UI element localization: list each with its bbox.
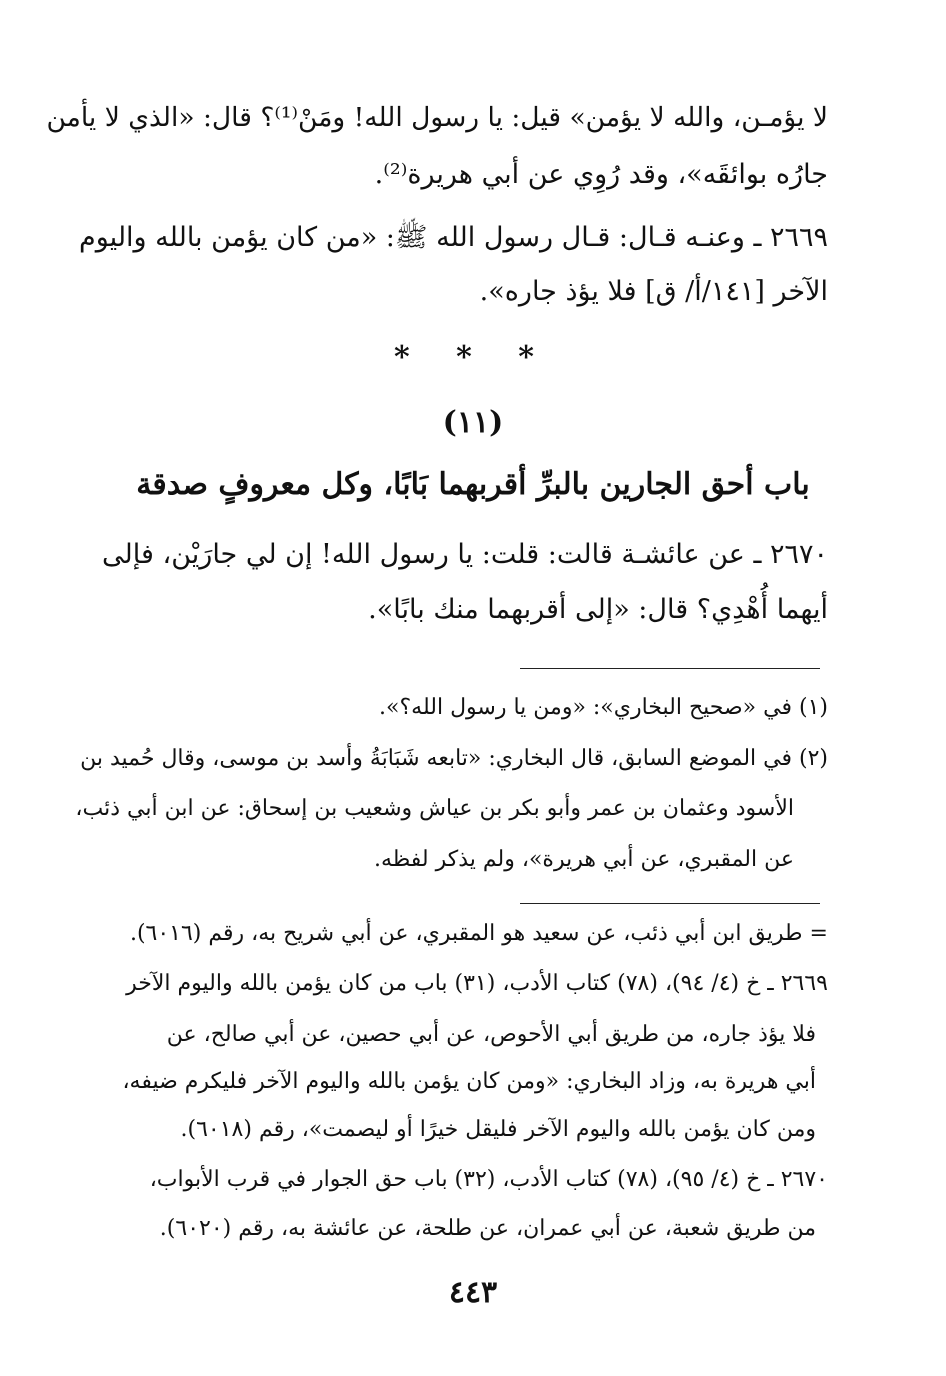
- takhrij-line: أبي هريرة به، وزاد البخاري: «ومن كان يؤمن بالله واليوم الآخر فليكرم ضيفه،: [122, 1069, 816, 1094]
- hadith-2669-line: الآخر [١٤١/أ/ ق] فلا يؤذ جاره».: [479, 276, 828, 307]
- section-separator: * * *: [394, 340, 552, 375]
- footnote-2: (٢) في الموضع السابق، قال البخاري: «تابعه شَبَابَةُ وأسد بن موسى، وقال حُميد بن: [80, 746, 828, 771]
- takhrij-line: = طريق ابن أبي ذئب، عن سعيد هو المقبري، عن أبي شريح به، رقم (٦٠١٦).: [129, 921, 828, 946]
- footnote-2-continued: الأسود وعثمان بن عمر وأبو بكر بن عياش وشعيب بن إسحاق: عن ابن أبي ذئب،: [75, 796, 794, 821]
- takhrij-2669: ٢٦٦٩ ـ خ (٤/ ٩٤)، (٧٨) كتاب الأدب، (٣١) باب من كان يؤمن بالله واليوم الآخر: [126, 971, 828, 996]
- main-text-line: لا يؤمـن، والله لا يؤمن» قيل: يا رسول الله! ومَنْ⁽¹⁾؟ قال: «الذي لا يأمن: [46, 102, 828, 133]
- chapter-title: باب أحق الجارين بالبرِّ أقربهما بَابًا، وكل معروفٍ صدقة: [136, 467, 810, 502]
- hadith-2669-line: ٢٦٦٩ ـ وعنـه قـال: قـال رسول الله ﷺ: «من كان يؤمن بالله واليوم: [79, 222, 828, 253]
- takhrij-2670: ٢٦٧٠ ـ خ (٤/ ٩٥)، (٧٨) كتاب الأدب، (٣٢) باب حق الجوار في قرب الأبواب،: [149, 1167, 828, 1192]
- takhrij-divider: [520, 903, 820, 904]
- takhrij-line: فلا يؤذ جاره، من طريق أبي الأحوص، عن أبي حصين، عن أبي صالح، عن: [166, 1022, 816, 1047]
- page-number: ٤٤٣: [448, 1275, 498, 1310]
- footnote-2-continued: عن المقبري، عن أبي هريرة»، ولم يذكر لفظه.: [373, 847, 794, 872]
- takhrij-line: ومن كان يؤمن بالله واليوم الآخر فليقل خيرًا أو ليصمت»، رقم (٦٠١٨).: [180, 1117, 816, 1142]
- hadith-2670-line: أيهما أُهْدِي؟ قال: «إلى أقربهما منك بابًا».: [368, 594, 828, 625]
- chapter-number: (١١): [442, 405, 504, 440]
- footnote-1: (١) في «صحيح البخاري»: «ومن يا رسول الله؟».: [379, 695, 828, 720]
- takhrij-line: من طريق شعبة، عن أبي عمران، عن طلحة، عن عائشة به، رقم (٦٠٢٠).: [159, 1216, 816, 1241]
- hadith-2670-line: ٢٦٧٠ ـ عن عائشـة قالت: قلت: يا رسول الله! إن لي جارَيْن، فإلى: [102, 539, 828, 570]
- footnote-divider: [520, 668, 820, 669]
- main-text-line: جارُه بوائقَه»، وقد رُوِي عن أبي هريرة⁽²⁾.: [374, 159, 828, 190]
